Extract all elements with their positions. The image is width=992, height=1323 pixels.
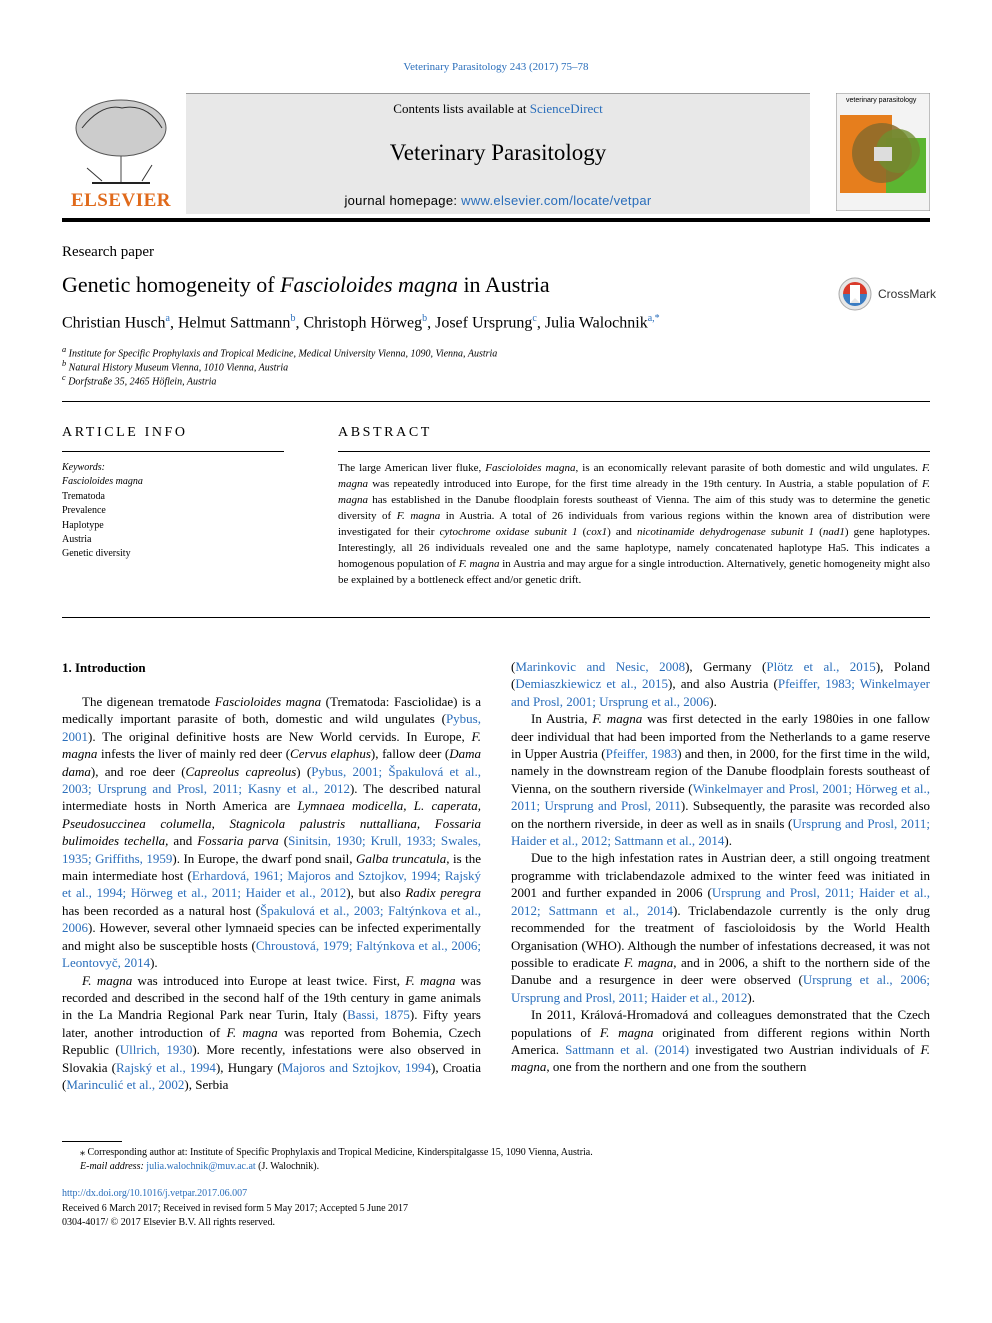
keywords-block (62, 461, 284, 562)
text-run: ). (747, 989, 755, 1005)
italic-term: Fossaria parva (197, 833, 279, 849)
text-run: ). In Europe, the dwarf pond snail, (172, 850, 357, 866)
affiliation-sup: b (62, 359, 67, 368)
journal-name: Veterinary Parasitology (389, 140, 607, 165)
italic-term: F. magna (82, 972, 133, 988)
text-run: ). (709, 693, 717, 709)
section-heading: 1. Introduction (62, 660, 146, 675)
title-species: Fascioloides magna (280, 272, 458, 297)
reference-link[interactable]: Pfeiffer, 1983; Winkelmayer and Prosl, 2001; Ursprung et al., 2006 (511, 676, 931, 709)
text-run: (Trematoda: Fasciolidae) is a medically important parasite of both, domestic and wild ungulates ( (62, 694, 482, 727)
divider (62, 451, 284, 452)
reference-link[interactable]: Pybus, 2001; Špakulová et al., 2003; Ursprung and Prosl, 2011; Kasny et al., 2012 (62, 763, 481, 797)
text-run: ( (511, 659, 516, 674)
reference-link[interactable]: Ursprung et al., 2006; Ursprung and Prosl, 2011; Haider et al., 2012 (511, 972, 931, 1005)
footnote-text: Corresponding author at: Institute of Specific Prophylaxis and Tropical Medicine, Kinderspitalgasse 15, 1090 Vienna, Austria. (85, 1147, 593, 1158)
doi-link[interactable]: http://dx.doi.org/10.1016/j.vetpar.2017.06.007 (62, 1188, 248, 1199)
text-run: has been recorded as a natural host ( (62, 902, 261, 918)
affiliation (62, 359, 288, 373)
italic-term: Lymnaea modicella, L. caperata, Pseudosuccinea columella, Stagnicola palustris nuttalliana, Fossaria bulimoides techella, (62, 798, 481, 849)
text-run: In 2011, Králová-Hromadová and colleagues demonstrated that the Czech populations of (511, 1007, 930, 1040)
contents-line (186, 101, 810, 117)
text-run: ), Poland ( (511, 659, 930, 692)
italic-term: F. magna (62, 728, 481, 762)
author-sup[interactable]: c (532, 313, 537, 324)
author-sup[interactable]: a (165, 313, 170, 324)
journal-homepage (186, 193, 810, 208)
reference-link[interactable]: Sattmann et al. (2014) (565, 1041, 690, 1057)
italic-term: F. magna (599, 1024, 654, 1040)
sciencedirect-link[interactable]: ScienceDirect (529, 101, 603, 116)
abstract-heading: ABSTRACT (338, 425, 432, 440)
text-run: was recorded and described in the second half of the 19th century in game animals in the La Mandria Regional Park near Turin, Italy ( (62, 972, 482, 1023)
paragraph (511, 1006, 930, 1076)
received-dates: Received 6 March 2017; Received in revised form 5 May 2017; Accepted 5 June 2017 (62, 1203, 409, 1214)
text-run: ), fallow deer ( (370, 746, 450, 762)
affiliation-text: Institute for Specific Prophylaxis and Tropical Medicine, Medical University Vienna, 1090, Vienna, Austria (68, 348, 498, 360)
title-text-end: in Austria (457, 272, 550, 297)
reference-link[interactable]: Marinculić et al., 2002 (66, 1076, 185, 1092)
reference-link[interactable]: Rajský et al., 1994 (116, 1059, 216, 1075)
email-link[interactable]: julia.walochnik@muv.ac.at (146, 1161, 256, 1172)
affiliation (62, 345, 497, 359)
keyword: Prevalence (62, 505, 106, 517)
text-run: ) and then, in 2000, for the first time in the wild, namely in the downstream region of the Danube floodplain forests southeast of Vienna, on the southern riverside ( (511, 746, 930, 796)
body-column-right (511, 658, 930, 1076)
text-run: ). Subsequently, the parasite was recorded also on the northern riverside, in deer as well as in snails ( (511, 798, 930, 831)
paragraph (511, 849, 930, 1006)
author-sup[interactable]: a,* (647, 313, 660, 324)
text-run: In Austria, (531, 711, 593, 727)
author-name: Julia Walochnik (544, 314, 648, 332)
reference-link[interactable]: Špakulová et al., 2003; Faltýnkova et al., 2006 (62, 902, 482, 936)
article-title (62, 272, 550, 298)
author-name: Christian Husch (62, 314, 166, 332)
homepage-link[interactable]: www.elsevier.com/locate/vetpar (461, 193, 652, 208)
contents-prefix: Contents lists available at (393, 101, 530, 116)
paper-type: Research paper (62, 244, 155, 260)
text-run: Due to the high infestation rates in Austrian deer, a still ongoing treatment programme with triclabendazole admixed to the winter feed was initiated in 2001 and further expanded in 2006 ( (511, 850, 930, 901)
text-run: ). The described natural intermediate hosts in North America are (62, 781, 481, 814)
text-run: ) ( (296, 763, 312, 779)
publisher-wordmark: ELSEVIER (70, 190, 172, 211)
author-sup[interactable]: b (422, 313, 428, 324)
email-post: (J. Walochnik). (255, 1161, 320, 1172)
crossmark-badge[interactable] (838, 277, 938, 311)
article-info-heading: ARTICLE INFO (62, 425, 188, 440)
text-run: ). However, several other lymnaeid species can be infected experimentally and might also be susceptible hosts ( (62, 920, 481, 953)
text-run: ). More recently, infestations were also observed in Slovakia ( (62, 1042, 481, 1075)
text-run: investigated two Austrian individuals of (689, 1041, 921, 1057)
reference-link[interactable]: Erhardová, 1961; Majoros and Sztojkov, 1994; Rajský et al., 1994; Hörweg et al., 2011; Haider et al., 2012 (62, 868, 481, 901)
affiliation-sup: c (62, 373, 66, 382)
abstract-text: The large American liver fluke, Fascioloides magna, is an economically relevant parasite of both domestic and wild ungulates. F. magna was repeatedly introduced into Europe, for the first time already in the 19th century. In Austria, a stable population of F. magna has established in the Danube floodplain forests southeast of Vienna. The aim of this study was to determine the genetic diversity of F. magna in Austria. A total of 26 individuals from various regions within the known area of distribution were investigated for their cytochrome oxidase subunit 1 (cox1) and nicotinamide dehydrogenase subunit 1 (nad1) gene haplotypes. Interestingly, all 26 individuals revealed one and the same haplotype, namely concatenated haplotype Ha5. This indicates a homogenous population of F. magna in Austria and may argue for a single introduction. Alternatively, genetic homogeneity might also be explained by a bottleneck effect and/or genetic drift. (338, 462, 931, 586)
divider (338, 451, 930, 452)
reference-link[interactable]: Bassi, 1875 (347, 1007, 410, 1023)
italic-term: F. magna (592, 711, 643, 727)
header-rule (62, 218, 930, 222)
reference-link[interactable]: Plötz et al., 2015 (766, 659, 876, 674)
reference-link[interactable]: Pfeiffer, 1983 (605, 746, 678, 762)
email-note (80, 1161, 319, 1172)
text-run: ( (278, 833, 289, 849)
italic-term: F. magna (405, 972, 456, 988)
keyword: Genetic diversity (62, 548, 131, 560)
author-sup[interactable]: b (290, 313, 296, 324)
reference-link[interactable]: Chroustová, 1979; Faltýnkova et al., 2006; Leontovyč, 2014 (62, 937, 482, 971)
divider (62, 617, 930, 618)
affiliation (62, 373, 216, 387)
text-run: infests the liver of mainly red deer ( (97, 746, 291, 762)
divider (62, 401, 930, 402)
text-run: was introduced into Europe at least twice. First, (132, 972, 406, 988)
journal-citation[interactable]: Veterinary Parasitology 243 (2017) 75–78 (403, 61, 589, 73)
email-label: E-mail address: (80, 1161, 147, 1172)
text-run: originated from different regions within North America. (511, 1024, 930, 1057)
crossmark-label: CrossMark (878, 287, 937, 301)
italic-term: Galba truncatula (356, 850, 447, 866)
reference-link[interactable]: Ullrich, 1930 (119, 1042, 193, 1058)
affiliation-text: Natural History Museum Vienna, 1010 Vienna, Austria (68, 362, 289, 374)
text-run: , is the main intermediate host ( (62, 850, 482, 884)
text-run: ). Fifty years later, another introduction of (62, 1007, 481, 1040)
text-run: ). The original definitive hosts are New World cervids. In Europe, (88, 728, 472, 744)
text-run: ), but also (346, 885, 406, 901)
author-name: Josef Ursprung (435, 314, 533, 332)
cover-title: veterinary parasitology (846, 97, 917, 104)
text-run: The digenean trematode (82, 694, 215, 709)
italic-term: Dama dama (62, 746, 481, 779)
italic-term: Radix peregra (405, 885, 481, 901)
italic-term: F. magna (511, 1041, 930, 1075)
paragraph (511, 710, 930, 849)
italic-term: Capreolus capreolus (185, 763, 297, 779)
text-run: ). Triclabendazole currently is the only drug recommended for the treatment of fascioloidosis by the World Health Organisation (WHO). Although the number of infestations decreased, it was not possible to eradicate (511, 902, 931, 970)
reference-link[interactable]: Sinitsin, 1930; Krull, 1933; Swales, 1935; Griffiths, 1959 (62, 833, 481, 866)
reference-link[interactable]: Marinkovic and Nesic, 2008 (515, 659, 686, 674)
crossmark-icon (838, 277, 872, 311)
footnote-rule (62, 1141, 122, 1142)
italic-term: Cervus elaphus (290, 746, 371, 762)
journal-cover-thumbnail[interactable] (836, 93, 930, 211)
author-name: Helmut Sattmann (178, 314, 291, 332)
italic-term: F. magna (226, 1024, 278, 1040)
keyword: Austria (62, 534, 92, 546)
author-list: Christian Husch$^a$, Helmut Sattmann$^b$, Christoph Hörweg$^b$, Josef Ursprung$^c$, Julia Walochnik$^{a,*}$ (62, 313, 660, 332)
reference-link[interactable]: Demiaszkiewicz et al., 2015 (515, 676, 669, 692)
reference-link[interactable]: Ursprung and Prosl, 2011; Haider et al., 2012; Sattmann et al., 2014 (511, 885, 931, 918)
keyword: Fascioloides magna (62, 476, 143, 488)
text-run: ), Hungary ( (215, 1059, 282, 1075)
corresponding-author-note (80, 1147, 593, 1158)
reference-link[interactable]: Winkelmayer and Prosl, 2001; Hörweg et al., 2011; Ursprung and Prosl, 2011 (511, 780, 930, 814)
copyright: 0304-4017/ © 2017 Elsevier B.V. All rights reserved. (62, 1217, 275, 1228)
text-run: , one from the northern and one from the southern (546, 1059, 807, 1075)
keyword: Haplotype (62, 519, 104, 531)
affiliation-sup: a (62, 345, 67, 354)
text-run: , and in 2006, a shift to the northern side of the Danube and a resurgence in deer were observed ( (511, 954, 930, 988)
italic-term: F. magna (623, 954, 674, 970)
paragraph (511, 658, 930, 710)
footnote-mark: ⁎ (80, 1147, 85, 1158)
author-name: Christoph Hörweg (303, 314, 423, 332)
keyword: Trematoda (62, 490, 105, 502)
italic-term: Fascioloides magna (214, 694, 322, 709)
title-text: Genetic homogeneity of (62, 272, 281, 297)
keywords-label: Keywords: (62, 462, 105, 473)
text-run: ). (724, 833, 732, 849)
text-run: was reported from Bohemia, Czech Republic ( (62, 1024, 481, 1058)
text-run: ), and roe deer ( (90, 763, 186, 779)
text-run: was first detected in the early 1980ies in one fallow deer individual that had been imported from the Netherlands to a game reserve in Upper Austria ( (511, 711, 930, 762)
homepage-prefix: journal homepage: (344, 193, 462, 208)
text-run: ), and also Austria ( (668, 676, 778, 692)
paragraph (62, 693, 481, 972)
reference-link[interactable]: Pybus, 2001 (62, 711, 481, 744)
text-run: ), Germany ( (685, 659, 767, 674)
reference-link[interactable]: Ursprung and Prosl, 2011; Haider et al., 2012; Sattmann et al., 2014 (511, 815, 930, 849)
reference-link[interactable]: Majoros and Sztojkov, 1994 (281, 1059, 431, 1075)
text-run: ). (150, 955, 158, 971)
text-run: and (168, 833, 198, 849)
text-run: ), Serbia (184, 1076, 229, 1092)
text-run: ), Croatia ( (62, 1059, 482, 1092)
body-column-left (62, 693, 481, 1093)
affiliation-text: Dorfstraße 35, 2465 Höflein, Austria (68, 376, 217, 388)
paragraph (62, 972, 481, 1094)
